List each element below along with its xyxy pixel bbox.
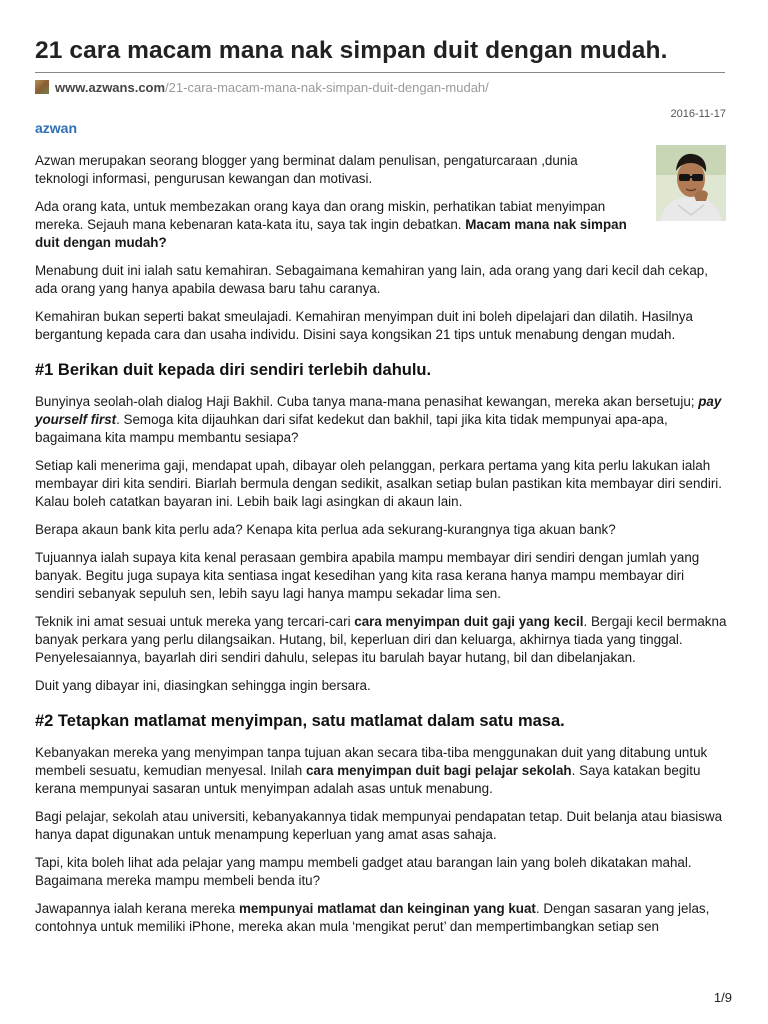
body-paragraph: Tujuannya ialah supaya kita kenal perasaan gembira apabila mampu membayar diri sendiri dengan jumlah yang banyak. Begitu juga supaya kita sentiasa ingat kesedihan yang kita rasa kerana hanya mampu membayar diri sendiri sebanyak sepuluh sen, lebih sayu lagi hanya mampu sekadar lima sen.	[35, 550, 700, 601]
section-heading-1: #1 Berikan duit kepada diri sendiri terlebih dahulu.	[35, 361, 432, 379]
source-path: /21-cara-macam-mana-nak-simpan-duit-dengan-mudah/	[165, 80, 489, 95]
author-link[interactable]: azwan	[35, 120, 78, 136]
body-paragraph: Berapa akaun bank kita perlu ada? Kenapa kita perlua ada sekurang-kurangnya tiga akuan bank?	[35, 522, 616, 537]
intro-paragraph: Menabung duit ini ialah satu kemahiran. Sebagaimana kemahiran yang lain, ada orang yang dari kecil dah cekap, ada orang yang hanya apabila dewasa baru tahu caranya.	[35, 263, 708, 296]
source-link[interactable]	[35, 80, 489, 95]
title-divider	[35, 72, 725, 73]
source-domain: www.azwans.com	[55, 80, 166, 95]
author-bio: Azwan merupakan seorang blogger yang berminat dalam penulisan, pengaturcaraan ,dunia teknologi informasi, pengurusan kewangan dan motivasi.	[35, 153, 578, 186]
site-favicon-icon	[35, 80, 49, 94]
body-paragraph: Setiap kali menerima gaji, mendapat upah, dibayar oleh pelanggan, perkara pertama yang kita perlu lakukan ialah membayar diri kita sendiri. Biarlah bermula dengan sedikit, asalkan setiap bulan pastikan kita membayar diri sendiri. Kalau boleh catatkan bayaran ini. Lebih baik lagi asingkan di akaun lain.	[35, 458, 722, 509]
intro-paragraph: Ada orang kata, untuk membezakan orang kaya dan orang miskin, perhatikan tabiat menyimpan mereka. Sejauh mana kebenaran kata-kata itu, saya tak ingin debatkan. Macam mana nak simpan duit dengan mudah?	[35, 199, 627, 250]
body-paragraph: Tapi, kita boleh lihat ada pelajar yang mampu membeli gadget atau barangan lain yang boleh dikatakan mahal. Bagaimana mereka mampu membeli benda itu?	[35, 855, 692, 888]
publish-date: 2016-11-17	[670, 108, 726, 120]
section-heading-2: #2 Tetapkan matlamat menyimpan, satu matlamat dalam satu masa.	[35, 712, 565, 730]
intro-paragraph: Kemahiran bukan seperti bakat smeulajadi. Kemahiran menyimpan duit ini boleh dipelajari dan dilatih. Hasilnya bergantung kepada cara dan usaha individu. Disini saya kongsikan 21 tips untuk menabung dengan mudah.	[35, 309, 694, 342]
body-paragraph: Kebanyakan mereka yang menyimpan tanpa tujuan akan secara tiba-tiba menggunakan duit yang ditabung untuk membeli sesuatu, kemudian menyesal. Inilah cara menyimpan duit bagi pelajar sekolah. Saya katakan begitu kerana mempunyai sasaran untuk menyimpan adalah asas untuk menabung.	[35, 745, 708, 796]
body-paragraph: Teknik ini amat sesuai untuk mereka yang tercari-cari cara menyimpan duit gaji yang kecil. Bergaji kecil bermakna banyak perkara yang perlu dilangsaikan. Hutang, bil, keperluan diri dan keluarga, akhirnya tiada yang tinggal. Penyelesaiannya, bayarlah diri sendiri dahulu, selepas itu barulah bayar hutang, bil dan dibelanjakan.	[35, 614, 727, 665]
page-indicator: 1/9	[713, 990, 732, 1005]
page-title: 21 cara macam mana nak simpan duit dengan mudah.	[35, 37, 668, 64]
body-paragraph: Bunyinya seolah-olah dialog Haji Bakhil. Cuba tanya mana-mana penasihat kewangan, mereka akan bersetuju; pay yourself first. Semoga kita dijauhkan dari sifat kedekut dan bakhil, tapi jika kita tidak mempunyai apa-apa, bagaimana kita mampu membantu sesiapa?	[35, 394, 722, 445]
article-body	[35, 152, 727, 946]
body-paragraph: Bagi pelajar, sekolah atau universiti, kebanyakannya tidak mempunyai pendapatan tetap. Duit belanja atau biasiswa hanya dapat digunakan untuk menampung keperluan yang amat asas sahaja.	[35, 809, 723, 842]
body-paragraph: Jawapannya ialah kerana mereka mempunyai matlamat dan keinginan yang kuat. Dengan sasaran yang jelas, contohnya untuk memiliki iPhone, mereka akan mula ‘mengikat perut’ dan mempertimbangkan setiap sen	[35, 901, 710, 934]
body-paragraph: Duit yang dibayar ini, diasingkan sehingga ingin bersara.	[35, 678, 371, 693]
